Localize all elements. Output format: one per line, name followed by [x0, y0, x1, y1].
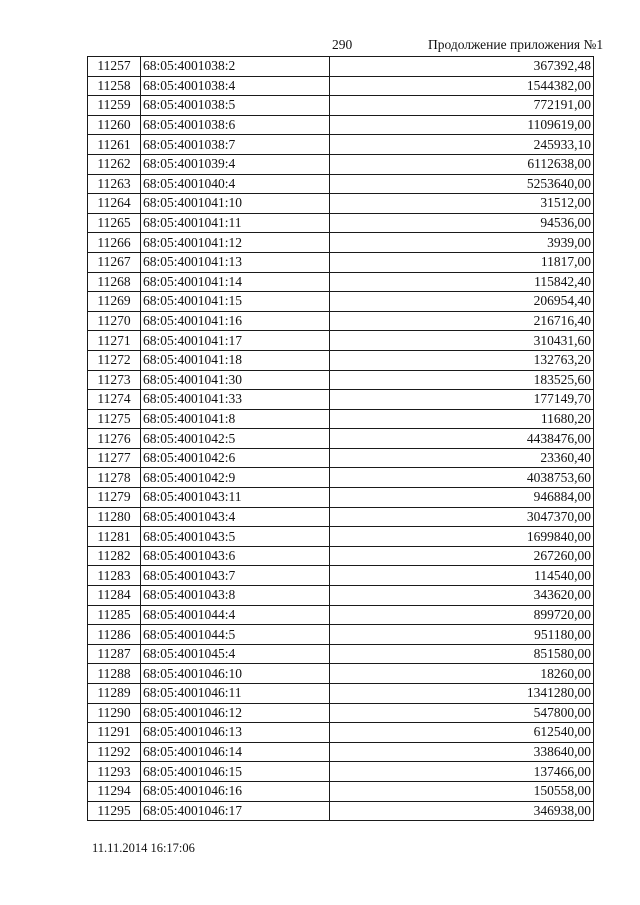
cadastral-number-cell: 68:05:4001046:10 [141, 664, 330, 684]
cadastral-number-cell: 68:05:4001041:12 [141, 233, 330, 253]
cadastral-number-cell: 68:05:4001041:15 [141, 292, 330, 312]
value-cell: 137466,00 [330, 762, 594, 782]
registry-table-body [88, 57, 594, 821]
row-number-cell: 11261 [88, 135, 141, 155]
row-number-cell: 11280 [88, 507, 141, 527]
cadastral-number-cell: 68:05:4001043:4 [141, 507, 330, 527]
table-row [88, 566, 594, 586]
value-cell: 946884,00 [330, 488, 594, 508]
table-row [88, 586, 594, 606]
row-number-cell: 11266 [88, 233, 141, 253]
row-number-cell: 11293 [88, 762, 141, 782]
value-cell: 94536,00 [330, 213, 594, 233]
row-number-cell: 11290 [88, 703, 141, 723]
cadastral-number-cell: 68:05:4001042:5 [141, 429, 330, 449]
row-number-cell: 11277 [88, 448, 141, 468]
value-cell: 183525,60 [330, 370, 594, 390]
value-cell: 23360,40 [330, 448, 594, 468]
table-row [88, 233, 594, 253]
row-number-cell: 11294 [88, 781, 141, 801]
row-number-cell: 11279 [88, 488, 141, 508]
cadastral-number-cell: 68:05:4001043:8 [141, 586, 330, 606]
cadastral-number-cell: 68:05:4001038:5 [141, 96, 330, 116]
cadastral-number-cell: 68:05:4001046:17 [141, 801, 330, 821]
value-cell: 132763,20 [330, 350, 594, 370]
page-title: Продолжение приложения №1 [428, 37, 604, 52]
cadastral-number-cell: 68:05:4001046:12 [141, 703, 330, 723]
table-row [88, 213, 594, 233]
value-cell: 11680,20 [330, 409, 594, 429]
table-row [88, 96, 594, 116]
table-row [88, 742, 594, 762]
table-row [88, 115, 594, 135]
value-cell: 612540,00 [330, 723, 594, 743]
table-row [88, 507, 594, 527]
row-number-cell: 11295 [88, 801, 141, 821]
cadastral-number-cell: 68:05:4001041:11 [141, 213, 330, 233]
table-row [88, 57, 594, 77]
cadastral-number-cell: 68:05:4001041:10 [141, 194, 330, 214]
page-number: 290 [332, 37, 353, 52]
cadastral-number-cell: 68:05:4001040:4 [141, 174, 330, 194]
table-row [88, 488, 594, 508]
table-row [88, 625, 594, 645]
row-number-cell: 11292 [88, 742, 141, 762]
cadastral-number-cell: 68:05:4001046:16 [141, 781, 330, 801]
cadastral-number-cell: 68:05:4001041:8 [141, 409, 330, 429]
row-number-cell: 11260 [88, 115, 141, 135]
cadastral-number-cell: 68:05:4001038:7 [141, 135, 330, 155]
table-row [88, 311, 594, 331]
cadastral-number-cell: 68:05:4001045:4 [141, 644, 330, 664]
value-cell: 3939,00 [330, 233, 594, 253]
value-cell: 4038753,60 [330, 468, 594, 488]
value-cell: 851580,00 [330, 644, 594, 664]
row-number-cell: 11270 [88, 311, 141, 331]
row-number-cell: 11281 [88, 527, 141, 547]
value-cell: 216716,40 [330, 311, 594, 331]
table-row [88, 135, 594, 155]
table-row [88, 781, 594, 801]
row-number-cell: 11291 [88, 723, 141, 743]
cadastral-number-cell: 68:05:4001044:5 [141, 625, 330, 645]
cadastral-number-cell: 68:05:4001043:6 [141, 546, 330, 566]
row-number-cell: 11271 [88, 331, 141, 351]
row-number-cell: 11264 [88, 194, 141, 214]
cadastral-number-cell: 68:05:4001038:2 [141, 57, 330, 77]
table-row [88, 194, 594, 214]
cadastral-number-cell: 68:05:4001044:4 [141, 605, 330, 625]
value-cell: 1699840,00 [330, 527, 594, 547]
row-number-cell: 11289 [88, 684, 141, 704]
table-row [88, 429, 594, 449]
cadastral-number-cell: 68:05:4001038:4 [141, 76, 330, 96]
value-cell: 114540,00 [330, 566, 594, 586]
row-number-cell: 11276 [88, 429, 141, 449]
row-number-cell: 11274 [88, 390, 141, 410]
cadastral-number-cell: 68:05:4001039:4 [141, 154, 330, 174]
value-cell: 951180,00 [330, 625, 594, 645]
value-cell: 346938,00 [330, 801, 594, 821]
row-number-cell: 11258 [88, 76, 141, 96]
cadastral-number-cell: 68:05:4001041:17 [141, 331, 330, 351]
table-row [88, 468, 594, 488]
cadastral-number-cell: 68:05:4001042:9 [141, 468, 330, 488]
row-number-cell: 11268 [88, 272, 141, 292]
value-cell: 547800,00 [330, 703, 594, 723]
table-row [88, 370, 594, 390]
registry-table [87, 56, 594, 821]
row-number-cell: 11286 [88, 625, 141, 645]
row-number-cell: 11284 [88, 586, 141, 606]
value-cell: 177149,70 [330, 390, 594, 410]
row-number-cell: 11265 [88, 213, 141, 233]
row-number-cell: 11285 [88, 605, 141, 625]
row-number-cell: 11278 [88, 468, 141, 488]
table-row [88, 684, 594, 704]
table-row [88, 174, 594, 194]
value-cell: 18260,00 [330, 664, 594, 684]
cadastral-number-cell: 68:05:4001046:13 [141, 723, 330, 743]
row-number-cell: 11282 [88, 546, 141, 566]
cadastral-number-cell: 68:05:4001043:7 [141, 566, 330, 586]
value-cell: 1544382,00 [330, 76, 594, 96]
table-row [88, 448, 594, 468]
cadastral-number-cell: 68:05:4001046:15 [141, 762, 330, 782]
value-cell: 899720,00 [330, 605, 594, 625]
table-row [88, 292, 594, 312]
table-row [88, 801, 594, 821]
row-number-cell: 11259 [88, 96, 141, 116]
table-row [88, 664, 594, 684]
value-cell: 310431,60 [330, 331, 594, 351]
cadastral-number-cell: 68:05:4001041:33 [141, 390, 330, 410]
row-number-cell: 11287 [88, 644, 141, 664]
row-number-cell: 11288 [88, 664, 141, 684]
table-row [88, 154, 594, 174]
cadastral-number-cell: 68:05:4001046:11 [141, 684, 330, 704]
value-cell: 4438476,00 [330, 429, 594, 449]
table-row [88, 76, 594, 96]
value-cell: 343620,00 [330, 586, 594, 606]
table-row [88, 390, 594, 410]
row-number-cell: 11273 [88, 370, 141, 390]
cadastral-number-cell: 68:05:4001041:13 [141, 252, 330, 272]
cadastral-number-cell: 68:05:4001046:14 [141, 742, 330, 762]
cadastral-number-cell: 68:05:4001043:5 [141, 527, 330, 547]
table-row [88, 331, 594, 351]
value-cell: 115842,40 [330, 272, 594, 292]
value-cell: 5253640,00 [330, 174, 594, 194]
table-row [88, 762, 594, 782]
value-cell: 367392,48 [330, 57, 594, 77]
table-row [88, 644, 594, 664]
row-number-cell: 11272 [88, 350, 141, 370]
value-cell: 206954,40 [330, 292, 594, 312]
row-number-cell: 11262 [88, 154, 141, 174]
table-row [88, 703, 594, 723]
row-number-cell: 11275 [88, 409, 141, 429]
value-cell: 772191,00 [330, 96, 594, 116]
table-row [88, 350, 594, 370]
table-row [88, 272, 594, 292]
value-cell: 150558,00 [330, 781, 594, 801]
cadastral-number-cell: 68:05:4001043:11 [141, 488, 330, 508]
table-row [88, 723, 594, 743]
value-cell: 267260,00 [330, 546, 594, 566]
row-number-cell: 11267 [88, 252, 141, 272]
value-cell: 1341280,00 [330, 684, 594, 704]
row-number-cell: 11257 [88, 57, 141, 77]
value-cell: 3047370,00 [330, 507, 594, 527]
cadastral-number-cell: 68:05:4001041:18 [141, 350, 330, 370]
table-row [88, 409, 594, 429]
value-cell: 1109619,00 [330, 115, 594, 135]
cadastral-number-cell: 68:05:4001041:14 [141, 272, 330, 292]
table-row [88, 527, 594, 547]
footer-timestamp: 11.11.2014 16:17:06 [92, 841, 195, 855]
cadastral-number-cell: 68:05:4001041:16 [141, 311, 330, 331]
table-row [88, 252, 594, 272]
row-number-cell: 11263 [88, 174, 141, 194]
value-cell: 6112638,00 [330, 154, 594, 174]
row-number-cell: 11269 [88, 292, 141, 312]
value-cell: 11817,00 [330, 252, 594, 272]
registry-table-container [87, 56, 594, 821]
table-row [88, 546, 594, 566]
row-number-cell: 11283 [88, 566, 141, 586]
value-cell: 245933,10 [330, 135, 594, 155]
value-cell: 31512,00 [330, 194, 594, 214]
cadastral-number-cell: 68:05:4001038:6 [141, 115, 330, 135]
table-row [88, 605, 594, 625]
cadastral-number-cell: 68:05:4001042:6 [141, 448, 330, 468]
value-cell: 338640,00 [330, 742, 594, 762]
cadastral-number-cell: 68:05:4001041:30 [141, 370, 330, 390]
